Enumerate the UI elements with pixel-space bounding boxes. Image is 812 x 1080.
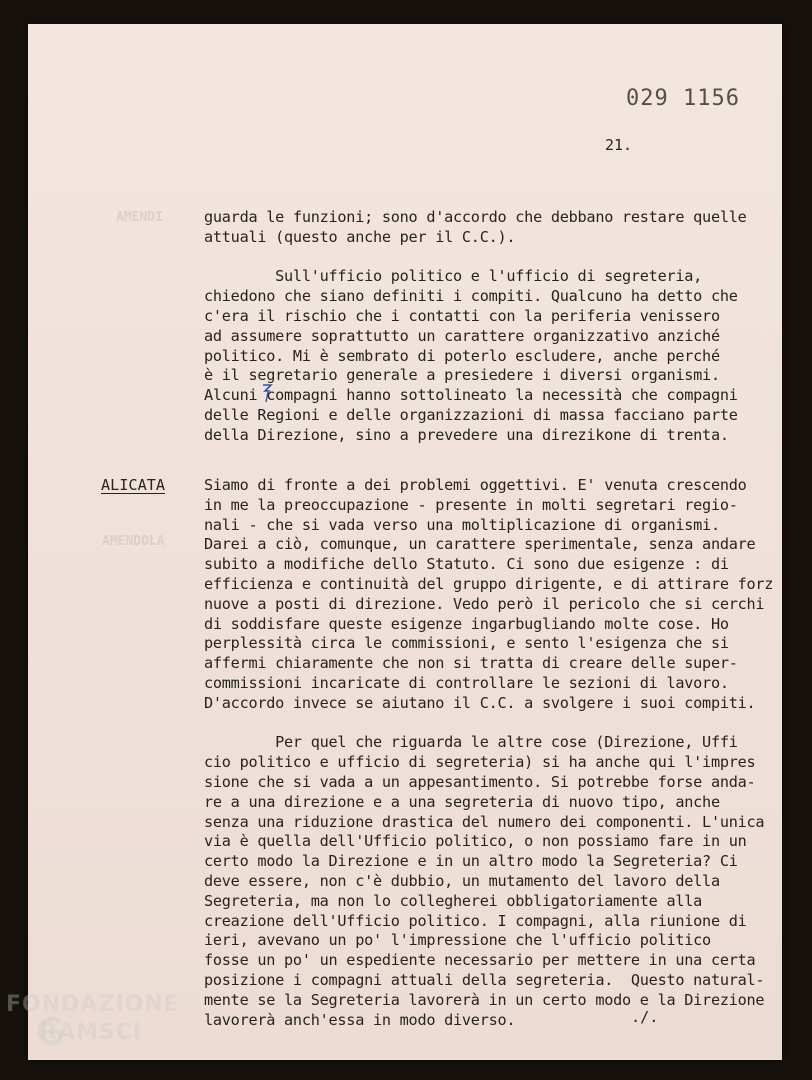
text-line: cio politico e ufficio di segreteria) si ha anche qui l'impres (204, 753, 756, 772)
text-line: Darei a ciò, comunque, un carattere sperimentale, senza andare (204, 535, 756, 554)
text-line: lavorerà anch'essa in modo diverso. (204, 1010, 516, 1029)
text-line: Segreteria, ma non lo collegherei obbligatoriamente alla (204, 891, 703, 910)
text-line: di soddisfare queste esigenze ingarbugliando molte cose. Ho (204, 614, 729, 633)
text-line: fosse un po' un espediente necessario per mettere in una certa (204, 951, 756, 970)
text-line: nuove a posti di direzione. Vedo però il pericolo che si cerchi (204, 594, 765, 613)
text-line: chiedono che siano definiti i compiti. Qualcuno ha detto che (204, 287, 738, 306)
text-line: re a una direzione e a una segreteria di nuovo tipo, anche (204, 792, 720, 811)
text-line: via è quella dell'Ufficio politico, o non possiamo fare in un (204, 832, 747, 851)
text-line: nali - che si vada verso una moltiplicazione di organismi. (204, 515, 720, 534)
text-line: mente se la Segreteria lavorerà in un certo modo e la Direzione (204, 990, 765, 1009)
speaker-name: ALICATA (101, 476, 166, 494)
text-line: Siamo di fronte a dei problemi oggettivi. E' venuta crescendo (204, 476, 747, 494)
text-line: attuali (questo anche per il C.C.). (204, 227, 516, 246)
text-line: delle Regioni e delle organizzazioni di massa facciano parte (204, 405, 738, 424)
text-line: ieri, avevano un po' l'impressione che l'ufficio politico (204, 931, 711, 950)
text-line: guarda le funzioni; sono d'accordo che debbano restare quelle (204, 208, 747, 226)
text-line: perplessità circa le commissioni, e sento l'esigenza che si (204, 634, 729, 653)
text-line: c'era il rischio che i contatti con la periferia venissero (204, 306, 720, 325)
watermark-line-1: FONDAZIONE (6, 992, 180, 1017)
bleed-through-text: AMENDOLA (102, 534, 165, 549)
page-number: 21. (605, 136, 633, 154)
text-line: politico. Mi è sembrato di poterlo escludere, anche perché (204, 346, 720, 365)
text-line: certo modo la Direzione e in un altro modo la Segreteria? Ci (204, 852, 738, 871)
text-line: subito a modifiche dello Statuto. Ci sono due esigenze : di (204, 555, 729, 574)
text-line: creazione dell'Ufficio politico. I compagni, alla riunione di (204, 911, 747, 930)
fondazione-gramsci-watermark (6, 992, 206, 1072)
bleed-through-text: AMENDI (116, 210, 163, 225)
text-line: in me la preoccupazione - presente in molti segretari regio- (204, 495, 738, 514)
watermark-line-2: RAMSCI (40, 1020, 143, 1045)
text-line: Per quel che riguarda le altre cose (Direzione, Uffi (204, 733, 738, 752)
text-line: della Direzione, sino a prevedere una direzikone di trenta. (204, 425, 729, 444)
text-line: Alcuni compagni hanno sottolineato la necessità che compagni (204, 386, 738, 405)
archive-number-stamp: 029 1156 (626, 86, 740, 111)
paragraph-2 (204, 476, 773, 1030)
text-line: posizione i compagni attuali della segreteria. Questo natural- (204, 970, 765, 989)
text-line: Sull'ufficio politico e l'ufficio di segreteria, (204, 267, 703, 286)
text-line: senza una riduzione drastica del numero dei componenti. L'unica (204, 812, 765, 831)
text-line: affermi chiaramente che non si tratta di creare delle super- (204, 654, 738, 673)
text-line: deve essere, non c'è dubbio, un mutamento del lavoro della (204, 871, 720, 890)
text-line: D'accordo invece se aiutano il C.C. a svolgere i suoi compiti. (204, 693, 756, 712)
text-line: ad assumere soprattutto un carattere organizzativo anziché (204, 326, 720, 345)
paragraph-1 (204, 208, 747, 446)
text-line (204, 714, 773, 734)
end-mark: ./. (631, 1008, 659, 1026)
text-line (204, 248, 747, 268)
pen-correction-mark (260, 382, 274, 404)
document-page (28, 24, 782, 1060)
text-line: efficienza e continuità del gruppo dirigente, e di attirare forz (204, 574, 774, 593)
text-line: commissioni incaricate di controllare le sezioni di lavoro. (204, 673, 729, 692)
text-line: è il segretario generale a presiedere i diversi organismi. (204, 366, 720, 385)
text-line: sione che si vada a un appesantimento. Si potrebbe forse anda- (204, 772, 756, 791)
